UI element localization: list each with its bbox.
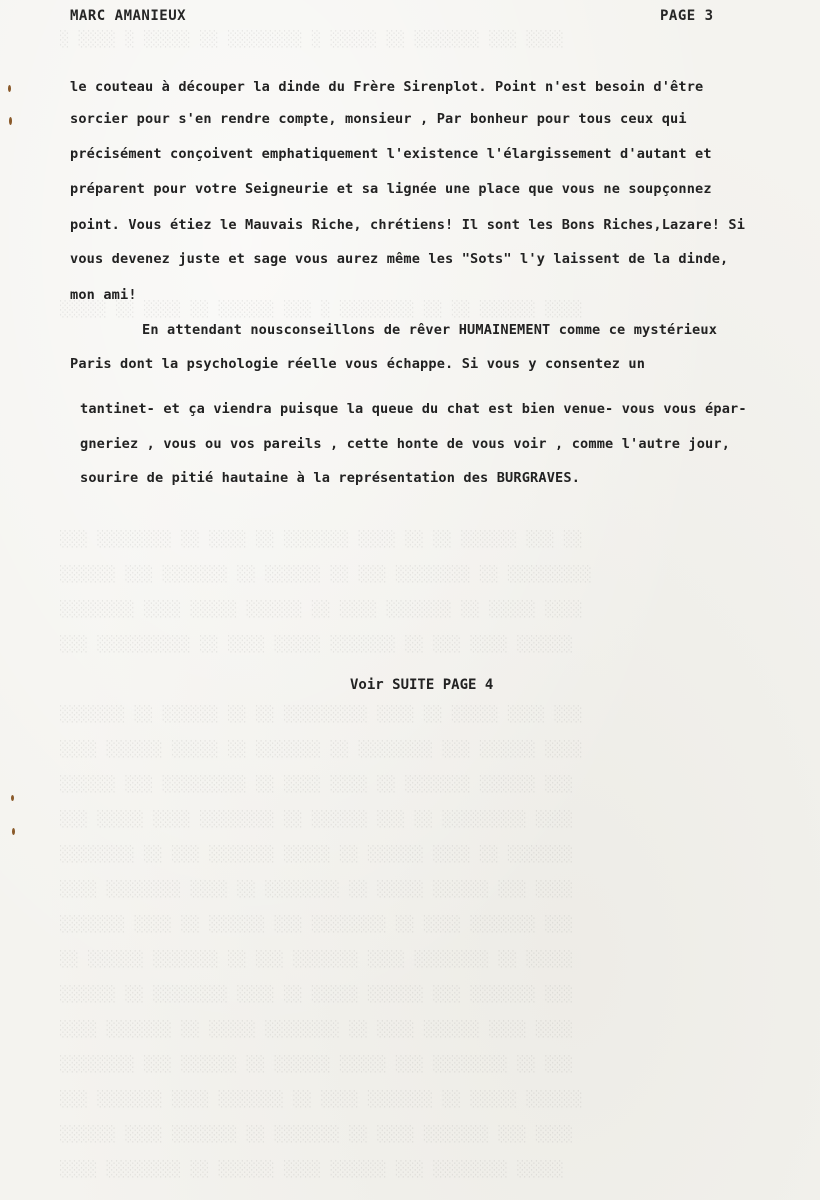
show-through-line: ░░░░░░ ░░░ ░░░░░░░ ░░ ░░░░░░ ░░ ░░░ ░░░░░░░░ ░░ ░░░░░░░░░ xyxy=(60,565,592,583)
show-through-line: ░░░ ░░░░░░░░░░ ░░ ░░░░ ░░░░░ ░░░░░░░ ░░ ░░░ ░░░░ ░░░░░░ xyxy=(60,635,574,653)
page-number: PAGE 3 xyxy=(660,8,714,24)
show-through-line: ░░░░░░ ░░░░ ░░░░░░░ ░░ ░░░░░░░ ░░ ░░░░ ░░░░░░░ ░░░ ░░░░ xyxy=(60,1125,574,1143)
show-through-line: ░░░░░ ░░ ░░░░ ░░ ░░░░░░ ░░░ ░ ░░░░░░░░ ░░ ░░ ░░░░░░ ░░░░ xyxy=(60,300,583,318)
show-through-line: ░░░░ ░░░░░░ ░░░░░ ░░ ░░░░░░░ ░░ ░░░░░░░░ ░░░ ░░░░░░ ░░░░ xyxy=(60,740,583,758)
body-line: le couteau à découper la dinde du Frère Sirenplot. Point n'est besoin d'être xyxy=(70,79,704,95)
show-through-line: ░░░░ ░░░░░░░░ ░░ ░░░░░░ ░░░░ ░░░░░░ ░░░ ░░░░░░░░ ░░░░░ xyxy=(60,1160,564,1178)
rust-mark xyxy=(9,117,12,125)
show-through-line: ░░░ ░░░░░ ░░░░ ░░░░░░░░ ░░ ░░░░░░ ░░░ ░░ ░░░░░░░░░ ░░░░ xyxy=(60,810,574,828)
show-through-line: ░░░ ░░░░░░░ ░░░░ ░░░░░░░ ░░ ░░░░ ░░░░░░░ ░░ ░░░░░ ░░░░░░ xyxy=(60,1090,583,1108)
show-through-line: ░░░░ ░░░░░░░ ░░ ░░░░░ ░░░░░░░░ ░░ ░░░░ ░░░░░░ ░░░░ ░░░░ xyxy=(60,1020,574,1038)
show-through-line: ░░░░░░ ░░ ░░░░░░░░ ░░░░ ░░ ░░░░░ ░░░░░░ ░░░ ░░░░░░░ ░░░ xyxy=(60,985,574,1003)
show-through-line: ░░░░ ░░░░░░░░ ░░░░ ░░ ░░░░░░░░ ░░ ░░░░░ ░░░░░░ ░░░ ░░░░ xyxy=(60,880,574,898)
body-line: mon ami! xyxy=(70,287,137,303)
body-line: vous devenez juste et sage vous aurez même les "Sots" l'y laissent de la dinde, xyxy=(70,251,729,267)
show-through-line: ░░░ ░░░░░░░░ ░░ ░░░░ ░░ ░░░░░░░ ░░░░ ░░ ░░ ░░░░░░ ░░░ ░░ xyxy=(60,530,583,548)
rust-mark xyxy=(12,828,15,835)
body-line: En attendant nousconseillons de rêver HUMAINEMENT comme ce mystérieux xyxy=(142,322,718,338)
show-through-line: ░░ ░░░░░░ ░░░░░░░ ░░ ░░░ ░░░░░░░ ░░░░ ░░░░░░░░ ░░ ░░░░░ xyxy=(60,950,574,968)
rust-mark xyxy=(8,85,11,92)
body-line: tantinet- et ça viendra puisque la queue du chat est bien venue- vous vous épar- xyxy=(80,401,747,417)
show-through-line: ░░░░░░░ ░░░░ ░░ ░░░░░░ ░░░ ░░░░░░░░ ░░ ░░░░ ░░░░░░░ ░░░ xyxy=(60,915,574,933)
author-header: MARC AMANIEUX xyxy=(70,8,187,24)
show-through-line: ░░░░░░░ ░░ ░░░░░░ ░░ ░░ ░░░░░░░░░ ░░░░ ░░ ░░░░░ ░░░░ ░░░ xyxy=(60,705,583,723)
show-through-line: ░░░░░░░░ ░░░ ░░░░░░ ░░ ░░░░░░ ░░░░░ ░░░ ░░░░░░░░ ░░ ░░░ xyxy=(60,1055,574,1073)
body-line: sorcier pour s'en rendre compte, monsieur , Par bonheur pour tous ceux qui xyxy=(70,111,687,127)
body-line: sourire de pitié hautaine à la représentation des BURGRAVES. xyxy=(80,470,581,486)
show-through-line: ░ ░░░░ ░ ░░░░░ ░░ ░░░░░░░░ ░ ░░░░░ ░░ ░░░░░░░ ░░░ ░░░░ xyxy=(60,30,564,48)
body-line: préparent pour votre Seigneurie et sa lignée une place que vous ne soupçonnez xyxy=(70,181,712,197)
continuation-note: Voir SUITE PAGE 4 xyxy=(350,677,494,693)
show-through-line: ░░░░░░░░ ░░░░ ░░░░░ ░░░░░░ ░░ ░░░░ ░░░░░░░ ░░ ░░░░░ ░░░░ xyxy=(60,600,583,618)
body-line: Paris dont la psychologie réelle vous échappe. Si vous y consentez un xyxy=(70,356,646,372)
show-through-line: ░░░░░░░░ ░░ ░░░ ░░░░░░░ ░░░░░ ░░ ░░░░░░ ░░░░ ░░ ░░░░░░░ xyxy=(60,845,574,863)
body-line: précisément conçoivent emphatiquement l'existence l'élargissement d'autant et xyxy=(70,146,712,162)
rust-mark xyxy=(11,795,14,801)
show-through-line: ░░░░░░ ░░░ ░░░░░░░░░ ░░ ░░░░ ░░░░ ░░ ░░░░░░░ ░░░░░░ ░░░ xyxy=(60,775,574,793)
body-line: gneriez , vous ou vos pareils , cette honte de vous voir , comme l'autre jour, xyxy=(80,436,731,452)
body-line: point. Vous étiez le Mauvais Riche, chrétiens! Il sont les Bons Riches,Lazare! Si xyxy=(70,217,746,233)
